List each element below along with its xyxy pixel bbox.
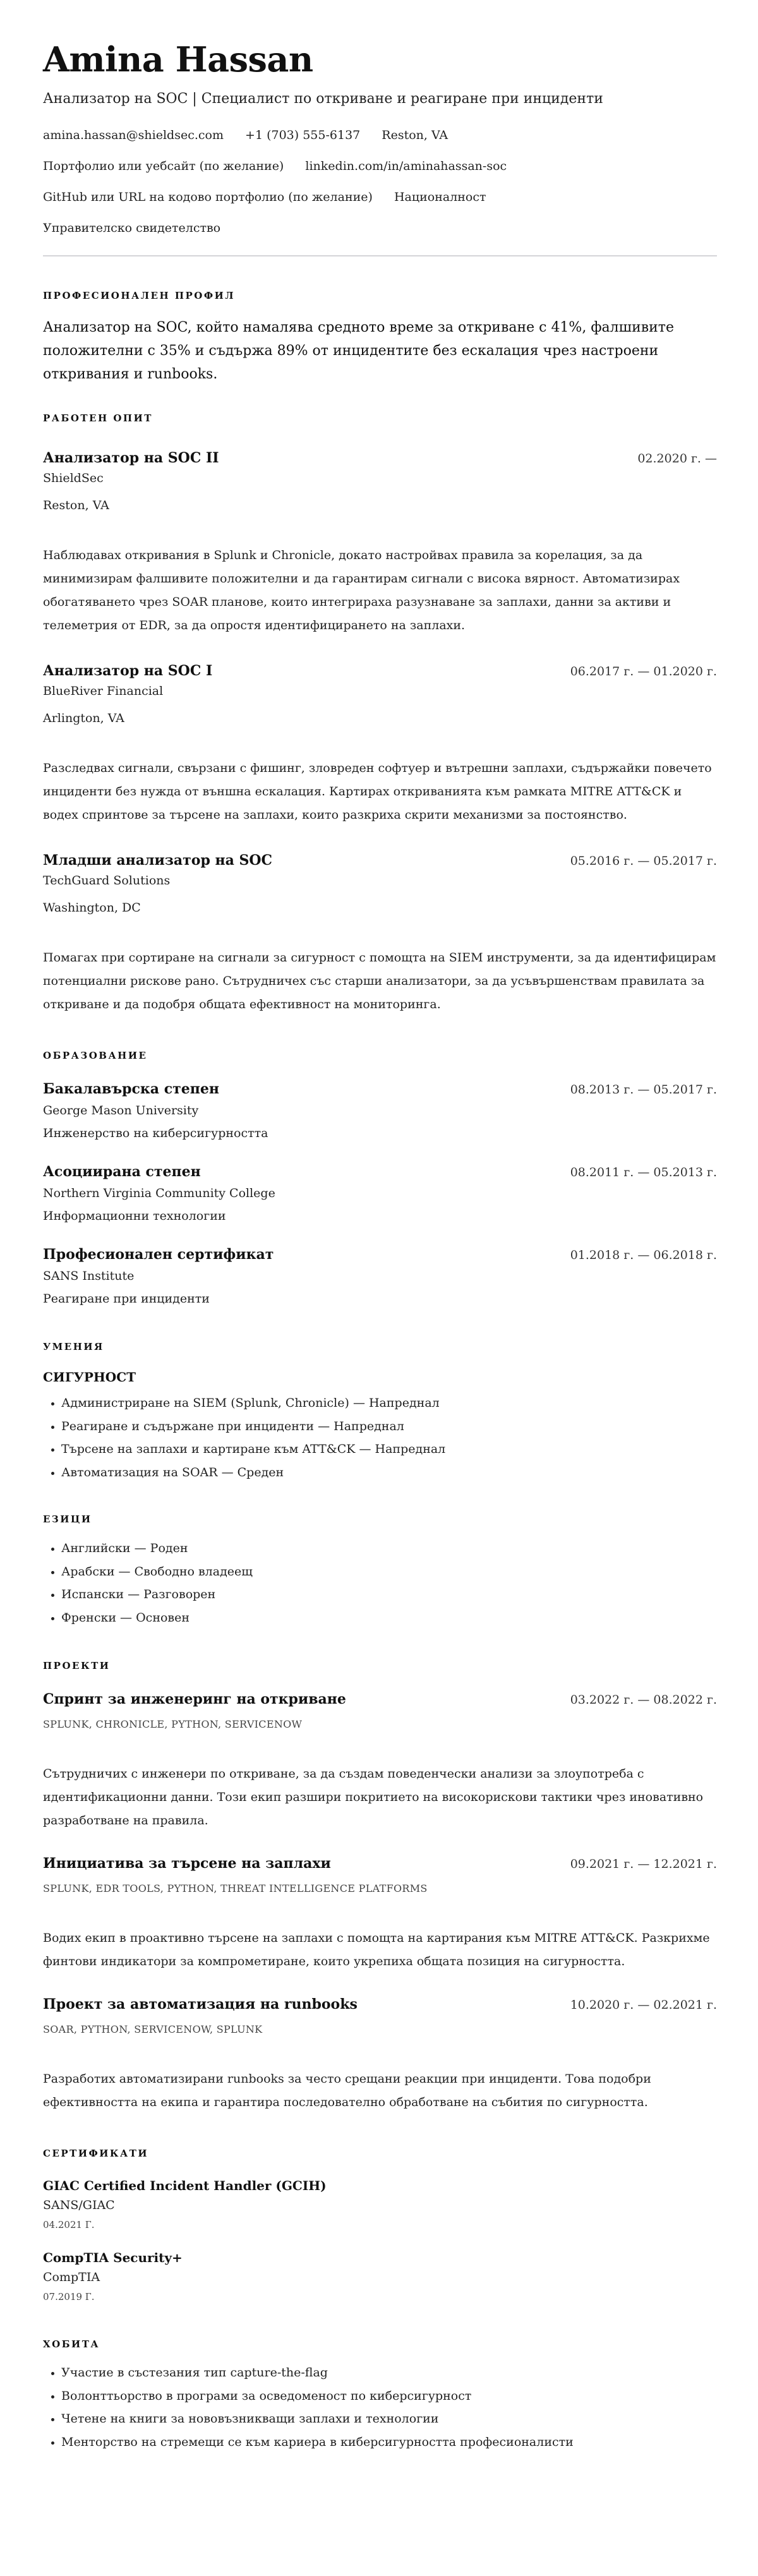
skill-item: • Търсене на заплахи и картиране към ATT&CK — Напреднал bbox=[61, 1438, 717, 1461]
contact-line bbox=[43, 120, 717, 151]
job-title: Младши анализатор на SOC bbox=[43, 852, 273, 869]
skill-category: СИГУРНОСТ bbox=[43, 1369, 136, 1385]
job-dates: 05.2016 г. — 05.2017 г. bbox=[570, 854, 717, 868]
job-title: Анализатор на SOC I bbox=[43, 663, 213, 679]
certifications-section bbox=[43, 2147, 717, 2306]
contact-line bbox=[43, 213, 717, 244]
hobby-item: • Волонттьорство в програми за осведоменост по киберсигурност bbox=[61, 2385, 717, 2408]
headline: Анализатор на SOC | Специалист по откриване и реагиране при инциденти bbox=[43, 91, 603, 107]
experience-entry bbox=[43, 661, 717, 827]
language-item: • Английски — Роден bbox=[61, 1537, 717, 1560]
project-description: Сътрудничих с инженери по откриване, за да създам поведенчески анализи за злоупотреба с идентификационни данни. Този екип разшири покритието на високорискови тактики чрез иновативно разработване на правила. bbox=[43, 1767, 704, 1827]
certification-date: 07.2019 Г. bbox=[43, 2291, 95, 2302]
project-dates: 10.2020 г. — 02.2021 г. bbox=[570, 1998, 717, 2012]
skill-item: • Администриране на SIEM (Splunk, Chronicle) — Напреднал bbox=[61, 1392, 717, 1415]
languages-list bbox=[43, 1537, 717, 1629]
job-description: Помагах при сортиране на сигнали за сигурност с помощта на SIEM инструменти, за да идентифицирам потенциални рискове рано. Сътрудничех със старши анализатори, за да усъвършенствам правилата за откриване и да подобря общата ефективност на мониторинга. bbox=[43, 951, 716, 1011]
education-entry bbox=[43, 1245, 717, 1310]
contact-info bbox=[43, 120, 717, 244]
skills-section bbox=[43, 1340, 717, 1484]
section-heading: ЕЗИЦИ bbox=[43, 1514, 92, 1525]
driving-license: Управителско свидетелство bbox=[43, 221, 221, 235]
job-location: Reston, VA bbox=[43, 498, 109, 512]
job-title: Анализатор на SOC II bbox=[43, 450, 219, 466]
hobbies-list bbox=[43, 2361, 717, 2453]
candidate-name: Amina Hassan bbox=[43, 39, 313, 80]
skill-item: • Реагиране и съдържане при инциденти — Напреднал bbox=[61, 1415, 717, 1438]
company: BlueRiver Financial bbox=[43, 684, 164, 698]
location: Reston, VA bbox=[382, 128, 448, 142]
certification-entry bbox=[43, 2176, 717, 2234]
degree: Професионален сертификат bbox=[43, 1246, 274, 1263]
job-dates: 02.2020 г. — bbox=[637, 452, 717, 466]
education-dates: 08.2013 г. — 05.2017 г. bbox=[570, 1083, 717, 1097]
project-entry bbox=[43, 1690, 717, 1833]
school: George Mason University bbox=[43, 1104, 199, 1117]
project-dates: 03.2022 г. — 08.2022 г. bbox=[570, 1693, 717, 1707]
degree: Бакалавърска степен bbox=[43, 1081, 219, 1097]
section-heading: СЕРТИФИКАТИ bbox=[43, 2148, 149, 2159]
certification-issuer: CompTIA bbox=[43, 2270, 100, 2284]
company: ShieldSec bbox=[43, 471, 104, 485]
project-dates: 09.2021 г. — 12.2021 г. bbox=[570, 1857, 717, 1871]
hobby-item: • Четене на книги за нововъзникващи заплахи и технологии bbox=[61, 2407, 717, 2431]
project-title: Инициатива за търсене на заплахи bbox=[43, 1855, 331, 1872]
summary-section bbox=[43, 289, 717, 386]
education-entry bbox=[43, 1162, 717, 1227]
project-tech: SPLUNK, CHRONICLE, PYTHON, SERVICENOW bbox=[43, 1718, 303, 1730]
certification-issuer: SANS/GIAC bbox=[43, 2198, 115, 2212]
education-dates: 01.2018 г. — 06.2018 г. bbox=[570, 1248, 717, 1262]
job-dates: 06.2017 г. — 01.2020 г. bbox=[570, 665, 717, 678]
phone: +1 (703) 555-6137 bbox=[245, 128, 361, 142]
project-description: Водих екип в проактивно търсене на заплахи с помощта на картирания към MITRE ATT&CK. Разкрихме финтови индикатори за компрометиране, които укрепиха общата позиция на сигурността. bbox=[43, 1931, 710, 1968]
hobby-item: • Менторство на стремещи се към кариера в киберсигурността професионалисти bbox=[61, 2431, 717, 2454]
language-item: • Френски — Основен bbox=[61, 1606, 717, 1630]
field-of-study: Инженерство на киберсигурността bbox=[43, 1126, 268, 1140]
section-heading: ПРОЕКТИ bbox=[43, 1660, 111, 1671]
education-section bbox=[43, 1049, 717, 1310]
field-of-study: Реагиране при инциденти bbox=[43, 1292, 210, 1306]
section-heading: ОБРАЗОВАНИЕ bbox=[43, 1050, 148, 1061]
skill-item: • Автоматизация на SOAR — Среден bbox=[61, 1461, 717, 1484]
github-link[interactable]: GitHub или URL на кодово портфолио (по желание) bbox=[43, 190, 373, 204]
project-title: Проект за автоматизация на runbooks bbox=[43, 1996, 358, 2013]
linkedin-link[interactable]: linkedin.com/in/aminahassan-soc bbox=[305, 159, 507, 173]
section-heading: ПРОФЕСИОНАЛЕН ПРОФИЛ bbox=[43, 290, 236, 301]
job-description: Разследвах сигнали, свързани с фишинг, зловреден софтуер и вътрешни заплахи, съдържайки повечето инциденти без нужда от външна ескалация. Картирах откриванията към рамката MITRE ATT&CK и водех спринтове за търсене на заплахи, които разкриха скрити механизми за постоянство. bbox=[43, 761, 712, 822]
experience-section bbox=[43, 412, 717, 1016]
job-location: Arlington, VA bbox=[43, 711, 124, 725]
section-heading: РАБОТЕН ОПИТ bbox=[43, 412, 153, 424]
education-entry bbox=[43, 1080, 717, 1145]
job-description: Наблюдавах откривания в Splunk и Chronicle, докато настройвах правила за корелация, за да минимизирам фалшивите положителни и да гарантирам сигнали с висока вярност. Автоматизирах обогатяването чрез SOAR планове, които интегрираха разузнаване за заплахи, данни за активи и телеметрия от EDR, за да опростя идентифицирането на заплахи. bbox=[43, 548, 680, 632]
language-item: • Испански — Разговорен bbox=[61, 1583, 717, 1606]
certification-entry bbox=[43, 2248, 717, 2306]
certification-date: 04.2021 Г. bbox=[43, 2219, 95, 2230]
project-entry bbox=[43, 1854, 717, 1973]
contact-line bbox=[43, 182, 717, 213]
job-location: Washington, DC bbox=[43, 901, 141, 915]
hobby-item: • Участие в състезания тип capture-the-flag bbox=[61, 2361, 717, 2385]
summary-text: Анализатор на SOC, който намалява средното време за откриване с 41%, фалшивите положителни с 35% и съдържа 89% от инцидентите без ескалация чрез настроени откривания и runbooks. bbox=[43, 320, 674, 382]
education-dates: 08.2011 г. — 05.2013 г. bbox=[570, 1165, 717, 1179]
resume-header bbox=[43, 39, 717, 256]
project-tech: SOAR, PYTHON, SERVICENOW, SPLUNK bbox=[43, 2023, 263, 2035]
languages-section bbox=[43, 1513, 717, 1629]
experience-entry bbox=[43, 448, 717, 637]
project-entry bbox=[43, 1995, 717, 2114]
section-heading: ХОБИТА bbox=[43, 2338, 100, 2350]
nationality: Националност bbox=[394, 190, 486, 204]
certification-title: CompTIA Security+ bbox=[43, 2250, 183, 2265]
school: SANS Institute bbox=[43, 1269, 135, 1283]
projects-section bbox=[43, 1659, 717, 2114]
project-title: Спринт за инженеринг на откриване bbox=[43, 1691, 346, 1707]
company: TechGuard Solutions bbox=[43, 874, 171, 888]
field-of-study: Информационни технологии bbox=[43, 1209, 226, 1223]
skills-list bbox=[43, 1392, 717, 1484]
email-link[interactable]: amina.hassan@shieldsec.com bbox=[43, 128, 224, 142]
portfolio-link[interactable]: Портфолио или уебсайт (по желание) bbox=[43, 159, 284, 173]
experience-entry bbox=[43, 851, 717, 1016]
school: Northern Virginia Community College bbox=[43, 1186, 275, 1200]
degree: Асоциирана степен bbox=[43, 1164, 201, 1180]
project-tech: SPLUNK, EDR TOOLS, PYTHON, THREAT INTELLIGENCE PLATFORMS bbox=[43, 1882, 428, 1894]
section-heading: УМЕНИЯ bbox=[43, 1341, 104, 1352]
certification-title: GIAC Certified Incident Handler (GCIH) bbox=[43, 2178, 327, 2193]
hobbies-section bbox=[43, 2338, 717, 2453]
contact-line bbox=[43, 151, 717, 182]
language-item: • Арабски — Свободно владеещ bbox=[61, 1560, 717, 1584]
project-description: Разработих автоматизирани runbooks за често срещани реакции при инциденти. Това подобри ефективността на екипа и гарантира последователно обработване на събития по сигурността. bbox=[43, 2072, 651, 2109]
header-divider bbox=[43, 255, 717, 256]
